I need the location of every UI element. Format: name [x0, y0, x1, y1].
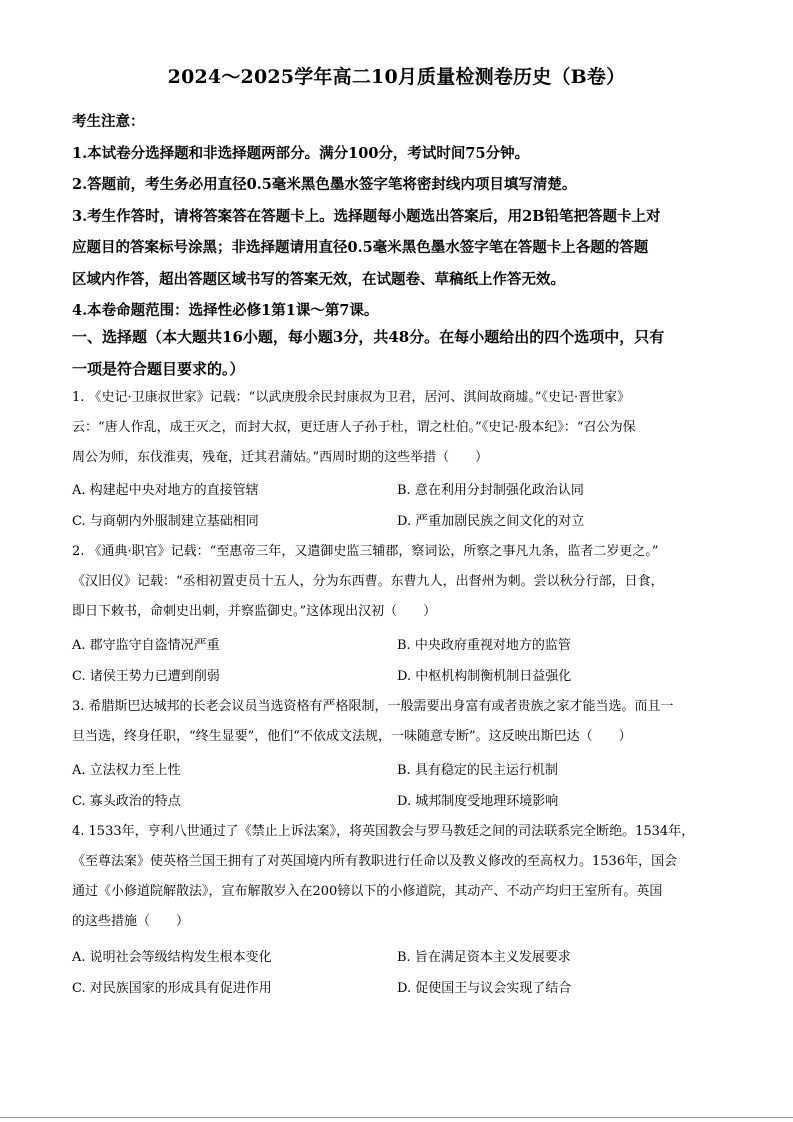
candidate-notice — [72, 106, 732, 327]
page-bottom-divider — [0, 1117, 793, 1118]
question-3-stem: 旦当选，终身任职，“终生显要”，他们“不依成文法规，一味随意专断”。这反映出斯巴达（ ） — [72, 729, 632, 744]
notice-line: 应题目的答案标号涂黑；非选择题请用直径0.5毫米黑色墨水签字笔在答题卡上各题的答题 — [72, 239, 649, 256]
question-3 — [72, 692, 732, 752]
option-b: B. 意在利用分封制强化政治认同 — [397, 483, 584, 498]
option-c: C. 诸侯王势力已遭到削弱 — [72, 669, 220, 684]
question-1-options — [72, 475, 732, 537]
exam-title: 2024～2025学年高二10月质量检测卷历史（B卷） — [167, 66, 626, 88]
option-c: C. 对民族国家的形成具有促进作用 — [72, 981, 272, 996]
section-heading-line: 一、选择题（本大题共16小题，每小题3分，共48分。在每小题给出的四个选项中，只有 — [72, 328, 665, 346]
option-d: D. 严重加剧民族之间文化的对立 — [397, 514, 585, 529]
question-4-stem: 4. 1533年，亨利八世通过了《禁止上诉法案》，将英国教会与罗马教廷之间的司法联系完全断绝。1534年， — [72, 824, 695, 839]
notice-line: 区域内作答，超出答题区域书写的答案无效，在试题卷、草稿纸上作答无效。 — [72, 270, 565, 288]
question-4-options — [72, 942, 732, 1004]
question-1-stem: 云：“唐人作乱，成王灭之，而封大叔，更迁唐人子孙于杜，谓之杜伯。”《史记·殷本纪》：“召公为保 — [72, 420, 636, 435]
question-4 — [72, 817, 732, 937]
question-1 — [72, 383, 732, 473]
question-2-stem: 2. 《通典·职官》记载：“至惠帝三年，又遣御史监三辅郡，察词讼，所察之事凡九条，监者二岁更之。” — [72, 544, 659, 559]
question-2-options — [72, 630, 732, 692]
option-a: A. 构建起中央对地方的直接管辖 — [72, 483, 259, 498]
notice-line: 1.本试卷分选择题和非选择题两部分。满分100分，考试时间75分钟。 — [72, 144, 530, 162]
notice-line: 2.答题前，考生务必用直径0.5毫米黑色墨水签字笔将密封线内项目填写清楚。 — [72, 176, 577, 193]
option-a: A. 立法权力至上性 — [72, 763, 181, 778]
option-d: D. 中枢机构制衡机制日益强化 — [397, 669, 572, 684]
question-2-stem: 即日下敕书，命刺史出刺，并察监御史。”这体现出汉初（ ） — [72, 604, 437, 619]
question-1-stem: 周公为师，东伐淮夷，残奄，迁其君蒲姑。”西周时期的这些举措（ ） — [72, 450, 489, 465]
notice-line: 3.考生作答时，请将答案答在答题卡上。选择题每小题选出答案后，用2B铅笔把答题卡上对 — [72, 207, 661, 225]
question-4-stem: 通过《小修道院解散法》，宣布解散岁入在200镑以下的小修道院，其动产、不动产均归王室所有。英国 — [72, 884, 663, 899]
option-b: B. 旨在满足资本主义发展要求 — [397, 950, 571, 965]
section-heading — [72, 321, 732, 385]
notice-line: 4.本卷命题范围：选择性必修1第1课～第7课。 — [72, 302, 379, 319]
option-b: B. 具有稳定的民主运行机制 — [397, 763, 558, 778]
question-2 — [72, 537, 732, 627]
option-d: D. 促使国王与议会实现了结合 — [397, 981, 572, 996]
option-a: A. 说明社会等级结构发生根本变化 — [72, 950, 272, 965]
question-4-stem: 《至尊法案》使英格兰国王拥有了对英国境内所有教职进行任命以及教义修改的至高权力。1536年，国会 — [72, 854, 678, 869]
option-b: B. 中央政府重视对地方的监管 — [397, 638, 571, 653]
option-c: C. 寡头政治的特点 — [72, 794, 181, 809]
question-2-stem: 《汉旧仪》记载：“丞相初置吏员十五人，分为东西曹。东曹九人，出督州为刺。尝以秋分行部，日食， — [72, 574, 664, 589]
option-a: A. 郡守监守自盗情况严重 — [72, 638, 220, 653]
question-4-stem: 的这些措施（ ） — [72, 914, 190, 929]
option-c: C. 与商朝内外服制建立基础相同 — [72, 514, 259, 529]
question-3-options — [72, 755, 732, 817]
question-1-stem: 1. 《史记·卫康叔世家》记载：“以武庚殷余民封康叔为卫君，居河、淇间故商墟。”《史记·晋世家》 — [72, 390, 631, 405]
option-d: D. 城邦制度受地理环境影响 — [397, 794, 559, 809]
section-heading-line: 一项是符合题目要求的。） — [72, 360, 245, 378]
notice-heading: 考生注意： — [72, 113, 145, 130]
question-3-stem: 3. 希腊斯巴达城邦的长老会议员当选资格有严格限制，一般需要出身富有或者贵族之家才能当选。而且一 — [72, 699, 674, 714]
